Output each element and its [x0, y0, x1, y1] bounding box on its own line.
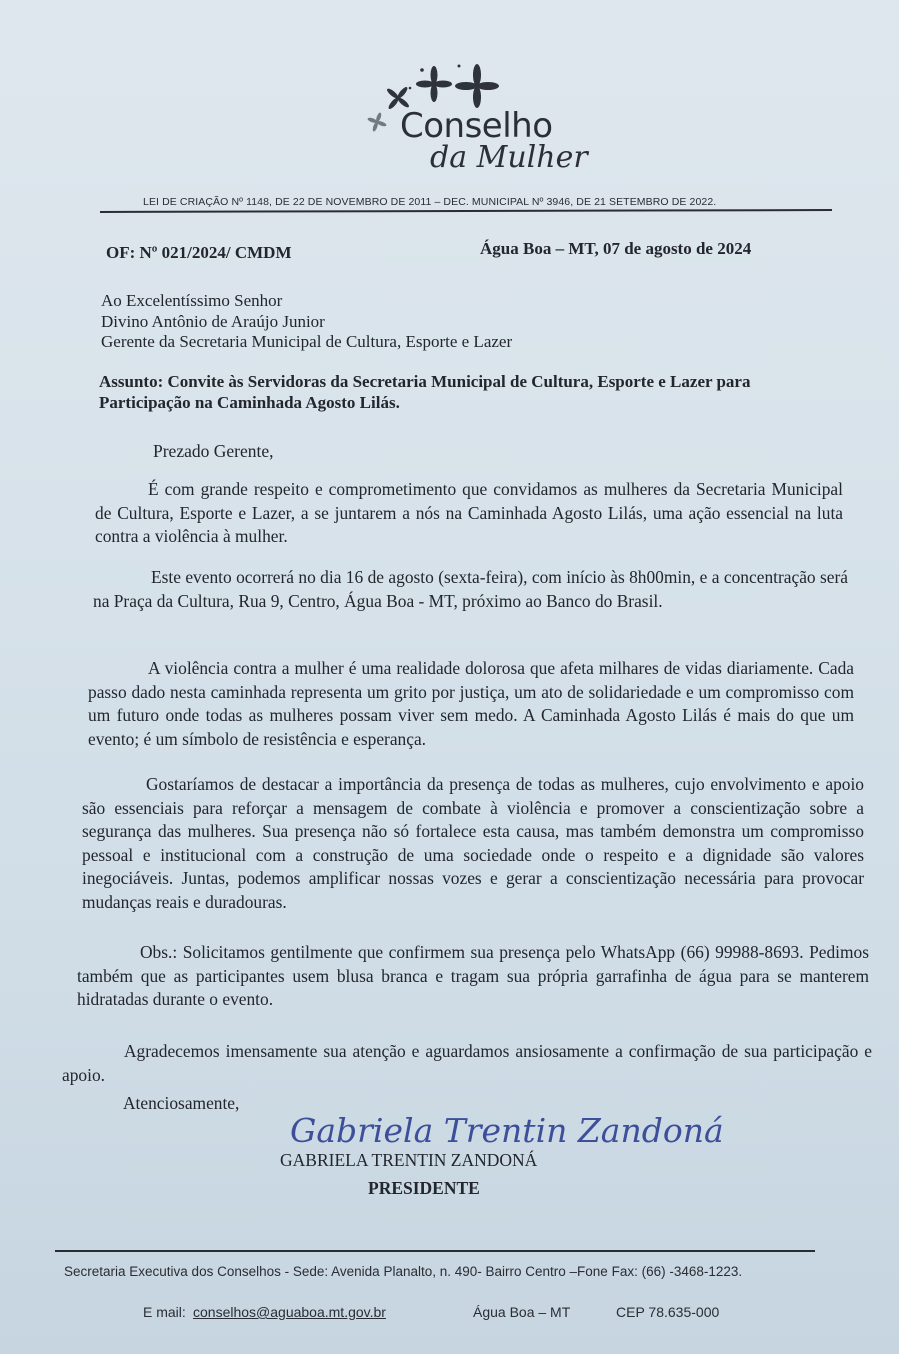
recipient-line-1: Ao Excelentíssimo Senhor	[101, 291, 283, 310]
footer-email-label: E mail:	[143, 1304, 186, 1320]
footer-email-link[interactable]: conselhos@aguaboa.mt.gov.br	[193, 1304, 386, 1320]
paragraph-4: Gostaríamos de destacar a importância da presença de todas as mulheres, cujo envolvimento e apoio são essenciais para reforçar a mensagem de combate à violência e promover a conscientização sobre a segurança das mulheres. Sua presença não só fortalece esta causa, mas também demonstra um compromisso pessoal e institucional com a construção de uma sociedade onde o respeito e a dignidade são valores inegociáveis. Juntas, podemos amplificar nossas vozes e gerar a conscientização necessária para provocar mudanças reais e duradouras.	[82, 774, 864, 912]
header-divider	[100, 209, 832, 213]
footer-address: Secretaria Executiva dos Conselhos - Sede: Avenida Planalto, n. 490- Bairro Centro –Fone Fax: (66) -3468-1223.	[64, 1264, 743, 1279]
paragraph-6: Agradecemos imensamente sua atenção e aguardamos ansiosamente a confirmação de sua participação e apoio.	[62, 1041, 872, 1085]
place-date: Água Boa – MT, 07 de agosto de 2024	[480, 239, 752, 258]
paragraph-5: Obs.: Solicitamos gentilmente que confirmem sua presença pelo WhatsApp (66) 99988-8693. Pedimos também que as participantes usem blusa branca e tragam sua própria garrafinha de água para se manterem hidratadas durante o evento.	[77, 942, 869, 1009]
footer-city: Água Boa – MT	[473, 1304, 571, 1320]
paragraph-2: Este evento ocorrerá no dia 16 de agosto (sexta-feira), com início às 8h00min, e a concentração será na Praça da Cultura, Rua 9, Centro, Água Boa - MT, próximo ao Banco do Brasil.	[93, 567, 848, 611]
law-line: LEI DE CRIAÇÃO Nº 1148, DE 22 DE NOVEMBRO DE 2011 – DEC. MUNICIPAL Nº 3946, DE 21 SETEMBRO DE 2022.	[143, 196, 717, 208]
footer-divider	[55, 1250, 815, 1252]
svg-text:Gabriela Trentin Zandoná: Gabriela Trentin Zandoná	[290, 1111, 724, 1150]
signer-name: GABRIELA TRENTIN ZANDONÁ	[280, 1150, 538, 1170]
footer-cep: CEP 78.635-000	[616, 1304, 720, 1320]
subject: Assunto: Convite às Servidoras da Secretaria Municipal de Cultura, Esporte e Lazer para Participação na Caminhada Agosto Lilás.	[99, 372, 751, 412]
logo-word: Conselho	[400, 106, 553, 146]
office-number: OF: Nº 021/2024/ CMDM	[106, 243, 292, 262]
recipient-line-3: Gerente da Secretaria Municipal de Cultura, Esporte e Lazer	[101, 332, 513, 351]
signer-role: PRESIDENTE	[368, 1178, 480, 1198]
paragraph-3: A violência contra a mulher é uma realidade dolorosa que afeta milhares de vidas diariamente. Cada passo dado nesta caminhada representa um grito por justiça, um ato de solidariedade e um compromisso com um futuro onde todas as mulheres possam viver sem medo. A Caminhada Agosto Lilás é mais do que um evento; é um símbolo de resistência e esperança.	[88, 658, 854, 749]
closing: Atenciosamente,	[123, 1093, 240, 1113]
recipient-line-2: Divino Antônio de Araújo Junior	[101, 312, 325, 331]
logo-script: da Mulher	[430, 140, 588, 175]
salutation: Prezado Gerente,	[153, 441, 274, 461]
paragraph-1: É com grande respeito e comprometimento que convidamos as mulheres da Secretaria Municipal de Cultura, Esporte e Lazer, a se juntarem a nós na Caminhada Agosto Lilás, uma ação essencial na luta contra a violência à mulher.	[95, 479, 843, 546]
